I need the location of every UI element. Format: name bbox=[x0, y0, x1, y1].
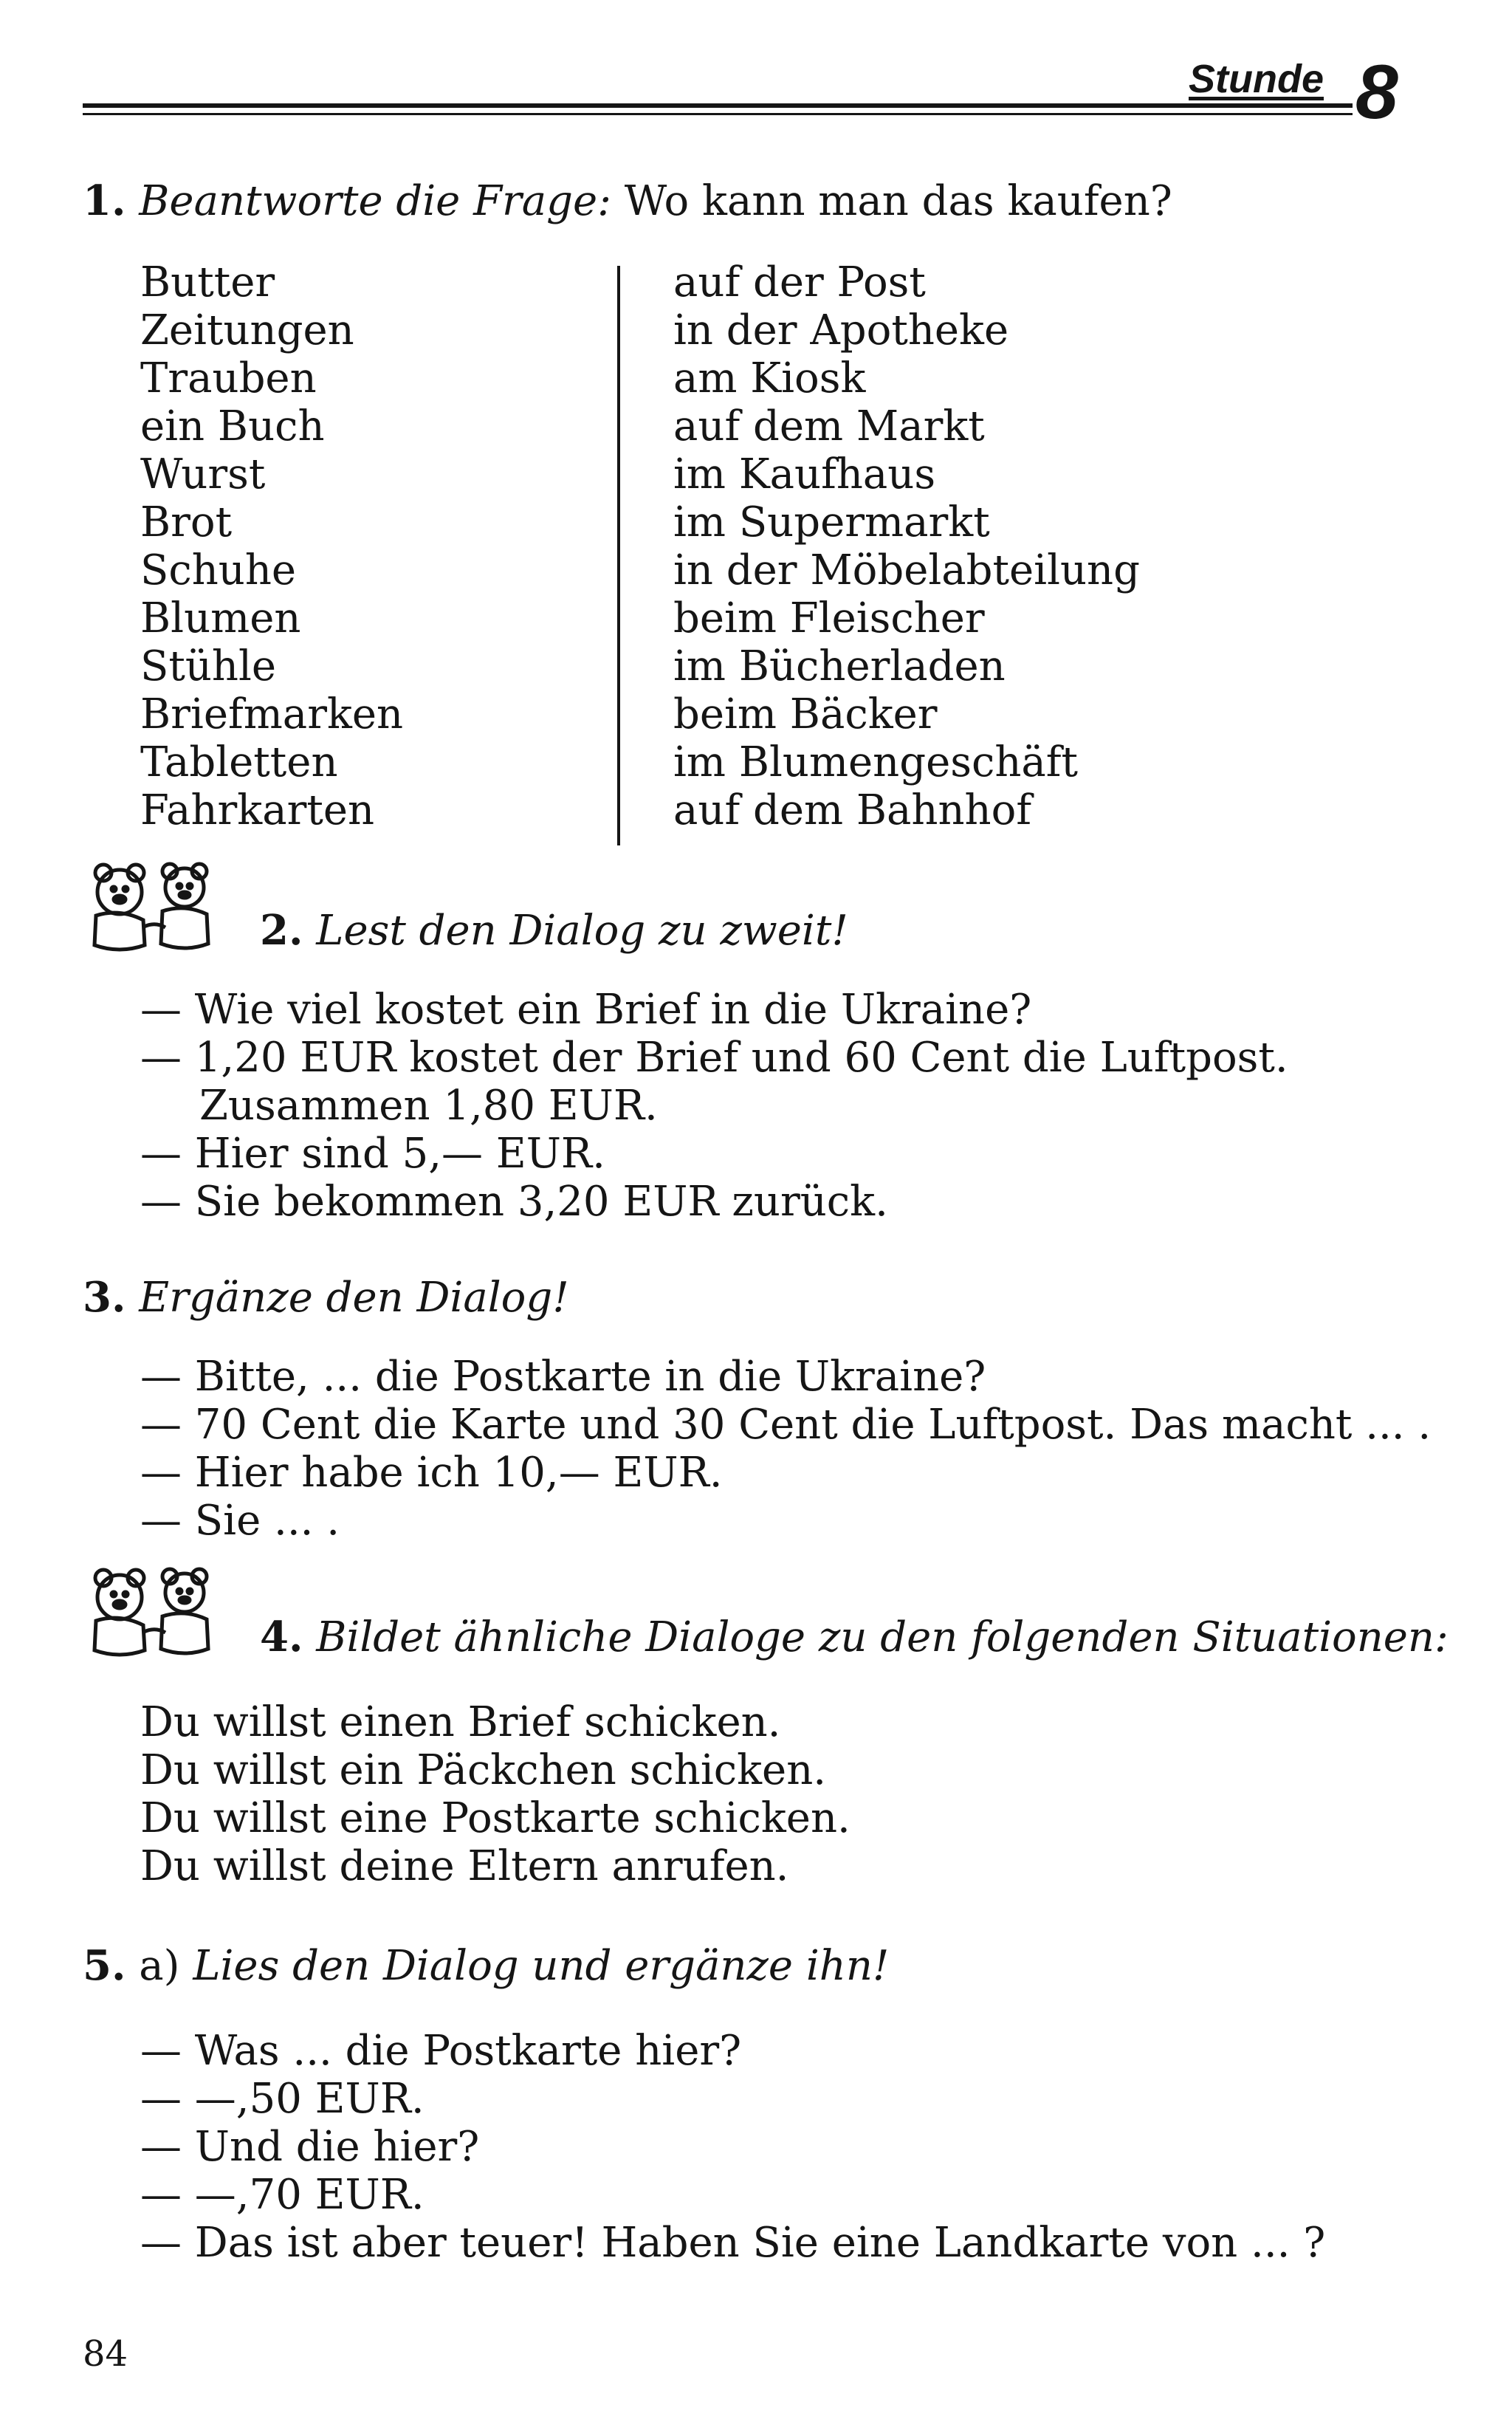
ex5-number: 5. bbox=[83, 1941, 126, 1990]
dialog-line: — Sie bekommen 3,20 EUR zurück. bbox=[140, 1178, 888, 1226]
place-item: auf der Post bbox=[673, 258, 926, 306]
ex4-number: 4. bbox=[260, 1613, 303, 1661]
two-bears-icon bbox=[74, 857, 229, 960]
situation-item: Du willst ein Päckchen schicken. bbox=[140, 1746, 827, 1794]
place-item: in der Apotheke bbox=[673, 306, 1009, 354]
goods-item: Brot bbox=[140, 498, 233, 546]
lesson-number: 8 bbox=[1355, 49, 1398, 135]
dialog-line: — 70 Cent die Karte und 30 Cent die Luftpost. Das macht ... . bbox=[140, 1401, 1432, 1449]
goods-item: Schuhe bbox=[140, 546, 297, 594]
place-item: beim Bäcker bbox=[673, 690, 938, 738]
ex4-heading bbox=[260, 1613, 1449, 1661]
column-divider bbox=[617, 266, 620, 845]
goods-item: Stühle bbox=[140, 642, 277, 690]
two-bears-icon bbox=[74, 1562, 229, 1665]
dialog-line: — Bitte, ... die Postkarte in die Ukraine? bbox=[140, 1353, 986, 1401]
dialog-line: — Sie ... . bbox=[140, 1497, 340, 1545]
dialog-line: — Wie viel kostet ein Brief in die Ukraine? bbox=[140, 986, 1032, 1034]
situations-list bbox=[140, 1698, 850, 1890]
goods-item: Wurst bbox=[140, 450, 266, 498]
ex1-number: 1. bbox=[83, 176, 126, 225]
lesson-label: Stunde bbox=[1189, 57, 1324, 101]
ex2-heading bbox=[260, 907, 848, 955]
ex3-instruction: Ergänze den Dialog! bbox=[139, 1274, 569, 1322]
ex2-number: 2. bbox=[260, 906, 303, 955]
place-item: im Bücherladen bbox=[673, 642, 1006, 690]
goods-item: ein Buch bbox=[140, 402, 325, 450]
goods-item: Trauben bbox=[140, 354, 317, 402]
header-rule bbox=[83, 103, 1353, 108]
place-item: auf dem Bahnhof bbox=[673, 786, 1032, 834]
ex3-heading bbox=[83, 1274, 569, 1322]
goods-item: Fahrkarten bbox=[140, 786, 375, 834]
dialog-line-cont: Zusammen 1,80 EUR. bbox=[199, 1082, 658, 1130]
place-item: im Kaufhaus bbox=[673, 450, 936, 498]
place-item: in der Möbelabteilung bbox=[673, 546, 1140, 594]
situation-item: Du willst einen Brief schicken. bbox=[140, 1698, 781, 1746]
dialog-line: — Und die hier? bbox=[140, 2123, 480, 2171]
place-item: im Supermarkt bbox=[673, 498, 990, 546]
ex1-heading bbox=[83, 177, 1172, 225]
dialog-line: — —,50 EUR. bbox=[140, 2075, 425, 2123]
place-item: beim Fleischer bbox=[673, 594, 985, 642]
ex1-question: Wo kann man das kaufen? bbox=[624, 177, 1172, 225]
place-item: auf dem Markt bbox=[673, 402, 985, 450]
place-item: im Blumengeschäft bbox=[673, 738, 1079, 786]
goods-item: Butter bbox=[140, 258, 275, 306]
ex4-instruction: Bildet ähnliche Dialoge zu den folgenden Situationen: bbox=[316, 1613, 1449, 1661]
header-rule-thin bbox=[83, 113, 1353, 115]
ex2-instruction: Lest den Dialog zu zweit! bbox=[316, 907, 848, 955]
situation-item: Du willst eine Postkarte schicken. bbox=[140, 1794, 850, 1842]
goods-column bbox=[140, 258, 403, 834]
ex5-heading bbox=[83, 1942, 889, 1990]
dialog-line: — 1,20 EUR kostet der Brief und 60 Cent die Luftpost. bbox=[140, 1034, 1288, 1082]
ex5-part: a) bbox=[139, 1942, 180, 1990]
situation-item: Du willst deine Eltern anrufen. bbox=[140, 1842, 789, 1890]
dialog-line: — Hier sind 5,— EUR. bbox=[140, 1130, 605, 1178]
goods-item: Tabletten bbox=[140, 738, 338, 786]
place-item: am Kiosk bbox=[673, 354, 866, 402]
dialog-line: — Hier habe ich 10,— EUR. bbox=[140, 1449, 723, 1497]
ex3-number: 3. bbox=[83, 1273, 126, 1322]
page-number: 84 bbox=[83, 2333, 128, 2375]
ex1-instruction: Beantworte die Frage: bbox=[139, 177, 611, 225]
places-column bbox=[673, 258, 1140, 834]
dialog-line: — Was ... die Postkarte hier? bbox=[140, 2027, 742, 2075]
goods-item: Zeitungen bbox=[140, 306, 354, 354]
ex5-instruction: Lies den Dialog und ergänze ihn! bbox=[193, 1942, 890, 1990]
dialog-line: — Das ist aber teuer! Haben Sie eine Landkarte von ... ? bbox=[140, 2219, 1326, 2267]
dialog-line: — —,70 EUR. bbox=[140, 2171, 425, 2219]
goods-item: Blumen bbox=[140, 594, 301, 642]
goods-item: Briefmarken bbox=[140, 690, 404, 738]
